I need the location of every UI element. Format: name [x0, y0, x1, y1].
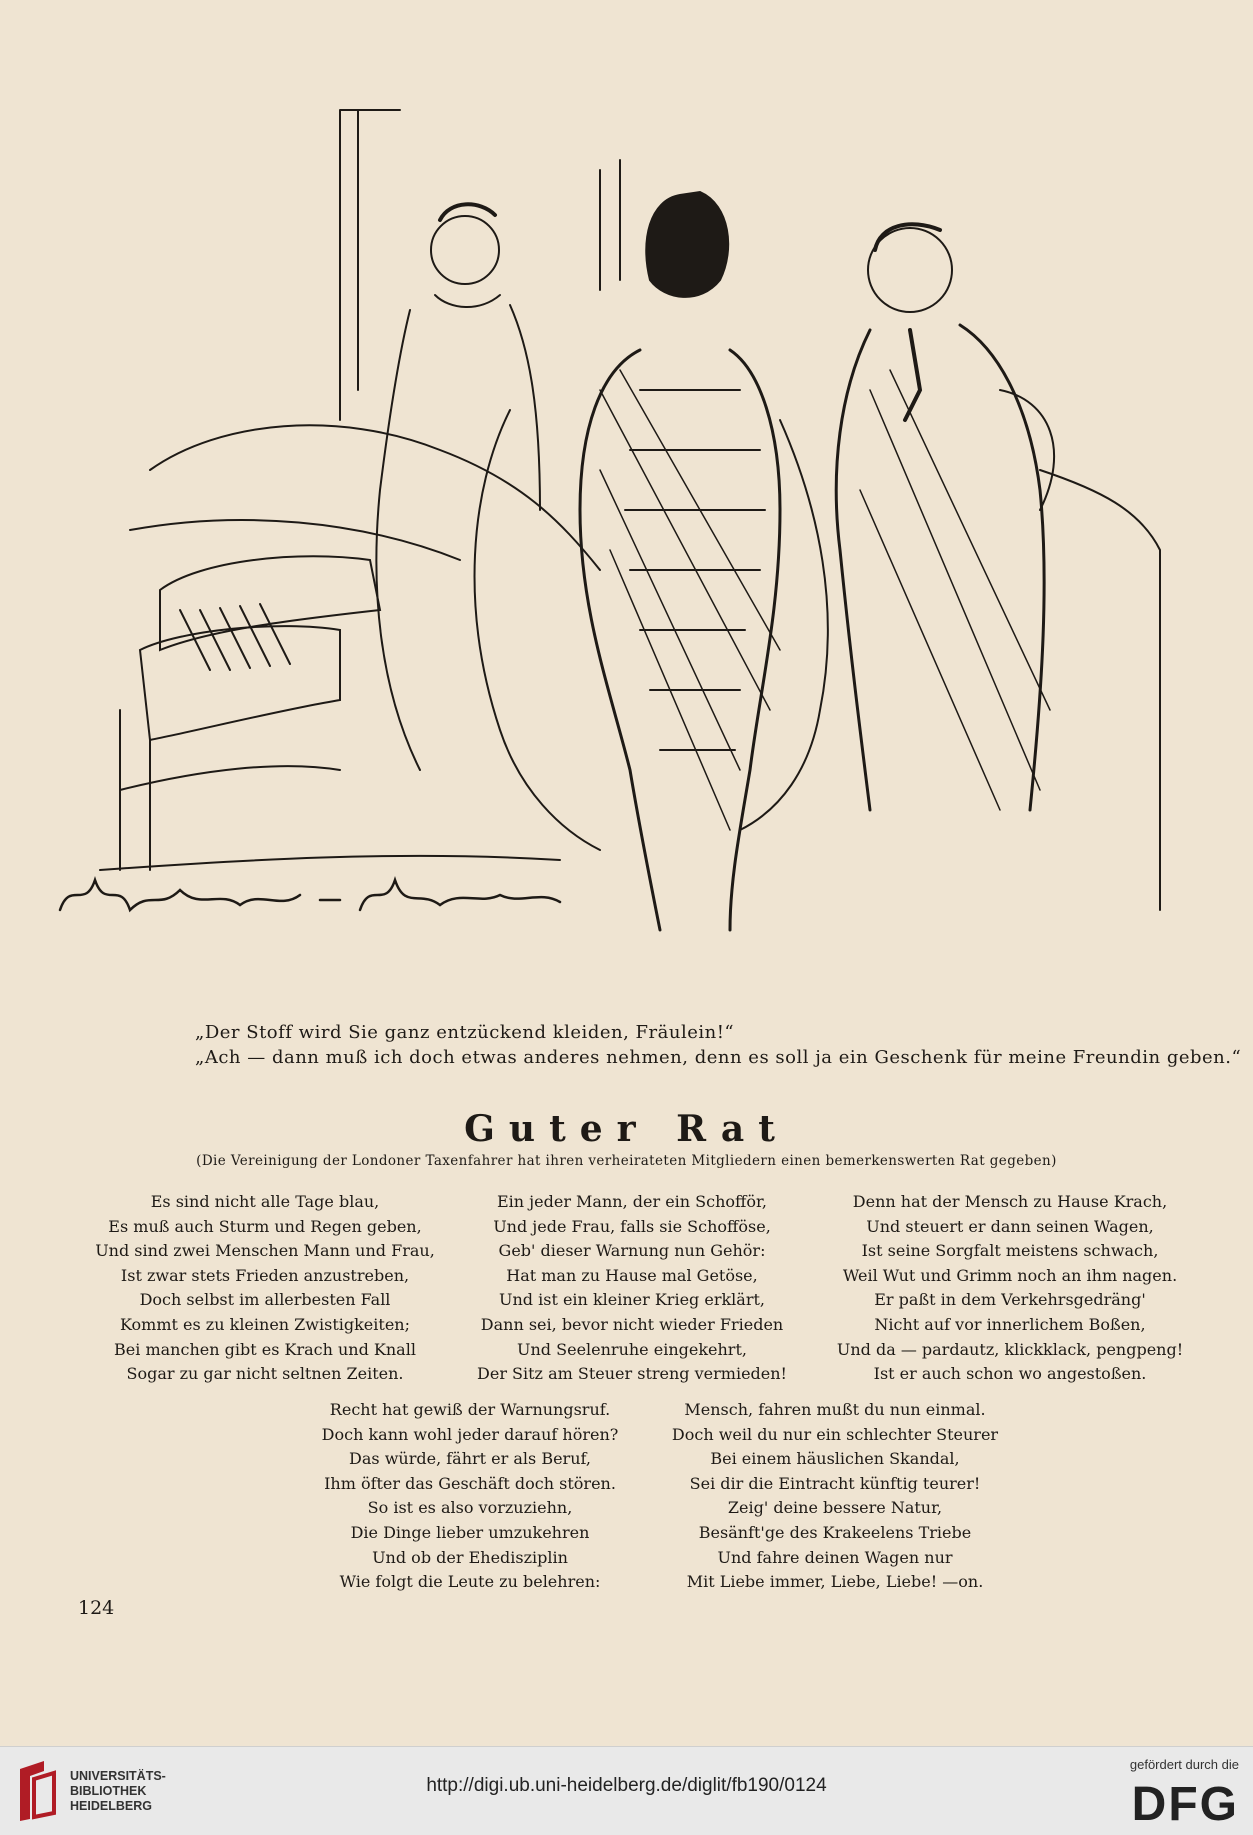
poem-line: Doch selbst im allerbesten Fall [139, 1290, 391, 1310]
poem-stanza-3 [830, 1190, 1190, 1387]
poem-subtitle: (Die Vereinigung der Londoner Taxenfahrer hat ihren verheirateten Mitgliedern einen bemerkenswerten Rat gegeben) [196, 1153, 1057, 1169]
poem-line: Denn hat der Mensch zu Hause Krach, [852, 1192, 1168, 1211]
poem-line: Und da — pardautz, klickklack, pengpeng! [836, 1339, 1184, 1359]
poem-line: Kommt es zu kleinen Zwistigkeiten; [120, 1314, 410, 1334]
poem-title: Guter Rat [464, 1108, 789, 1150]
poem-line: Das würde, fährt er als Beruf, [349, 1449, 591, 1469]
poem-line: Bei manchen gibt es Krach und Knall [114, 1339, 416, 1359]
funded-by-label: gefördert durch die [1129, 1757, 1239, 1772]
poem-line: Und fahre deinen Wagen nur [717, 1547, 953, 1567]
poem-line: Wie folgt die Leute zu belehren: [339, 1572, 601, 1592]
poem-line: Sogar zu gar nicht seltnen Zeiten. [126, 1364, 404, 1384]
viewer-footer [0, 1746, 1253, 1835]
dfg-logo[interactable]: DFG [1131, 1778, 1239, 1831]
poem-line: Ist er auch schon wo angestoßen. [873, 1364, 1147, 1384]
poem-line: Geb' dieser Warnung nun Gehör: [498, 1241, 766, 1261]
poem-line: Dann sei, bevor nicht wieder Frieden [480, 1314, 784, 1334]
poem-line: Mensch, fahren mußt du nun einmal. [684, 1400, 986, 1419]
poem-line: Ist seine Sorgfalt meistens schwach, [861, 1241, 1159, 1261]
poem-line: Ist zwar stets Frieden anzustreben, [120, 1265, 410, 1285]
library-name-line-3: HEIDELBERG [70, 1799, 152, 1813]
poem-line: Es muß auch Sturm und Regen geben, [108, 1216, 422, 1236]
poem-line: Und jede Frau, falls sie Schofföse, [493, 1216, 771, 1236]
permalink-url[interactable]: http://digi.ub.uni-heidelberg.de/diglit/fb190/0124 [426, 1775, 827, 1796]
poem-line: Ein jeder Mann, der ein Schofför, [496, 1192, 768, 1211]
poem-line: Die Dinge lieber umzukehren [350, 1522, 590, 1542]
poem-line: Weil Wut und Grimm noch an ihm nagen. [842, 1265, 1178, 1285]
library-name-line-2: BIBLIOTHEK [70, 1784, 147, 1798]
poem-line: Und sind zwei Menschen Mann und Frau, [95, 1241, 435, 1261]
poem-line: Doch weil du nur ein schlechter Steurer [671, 1424, 999, 1444]
poem-line: Ihm öfter das Geschäft doch stören. [324, 1473, 616, 1493]
cartoon-illustration [40, 90, 1240, 1010]
caption-line-1: „Der Stoff wird Sie ganz entzückend kleiden, Fräulein!“ [195, 1022, 735, 1043]
poem-line: Der Sitz am Steuer streng vermieden! [477, 1364, 787, 1384]
poem-line: Bei einem häuslichen Skandal, [710, 1449, 960, 1469]
poem-line: Und Seelenruhe eingekehrt, [517, 1339, 747, 1359]
illustration-caption [195, 1020, 1242, 1070]
poem-line: Und ist ein kleiner Krieg erklärt, [499, 1290, 765, 1310]
poem-stanza-4 [290, 1398, 650, 1595]
poem-line: Und ob der Ehedisziplin [372, 1547, 568, 1567]
poem-line: Hat man zu Hause mal Getöse, [506, 1265, 758, 1285]
poem-stanza-1 [95, 1190, 435, 1387]
poem-stanza-5 [640, 1398, 1030, 1595]
caption-line-2: „Ach — dann muß ich doch etwas anderes nehmen, denn es soll ja ein Geschenk für meine Freundin geben.“ [195, 1047, 1242, 1068]
poem-line: So ist es also vorzuziehn, [367, 1498, 573, 1518]
library-name-line-1: UNIVERSITÄTS- [70, 1769, 166, 1783]
poem-line: Zeig' deine bessere Natur, [727, 1498, 943, 1518]
poem-line: Doch kann wohl jeder darauf hören? [321, 1424, 619, 1444]
page-number: 124 [78, 1597, 115, 1619]
poem-line: Mit Liebe immer, Liebe, Liebe! —on. [686, 1572, 984, 1592]
poem-stanza-2 [462, 1190, 802, 1387]
poem-line: Er paßt in dem Verkehrsgedräng' [874, 1290, 1146, 1310]
poem-line: Es sind nicht alle Tage blau, [150, 1192, 380, 1211]
poem-line: Nicht auf vor innerlichem Boßen, [874, 1314, 1146, 1334]
poem-line: Und steuert er dann seinen Wagen, [866, 1216, 1154, 1236]
poem-line: Sei dir die Eintracht künftig teurer! [689, 1473, 981, 1493]
poem-line: Recht hat gewiß der Warnungsruf. [329, 1400, 611, 1419]
poem-line: Besänft'ge des Krakeelens Triebe [698, 1522, 972, 1542]
